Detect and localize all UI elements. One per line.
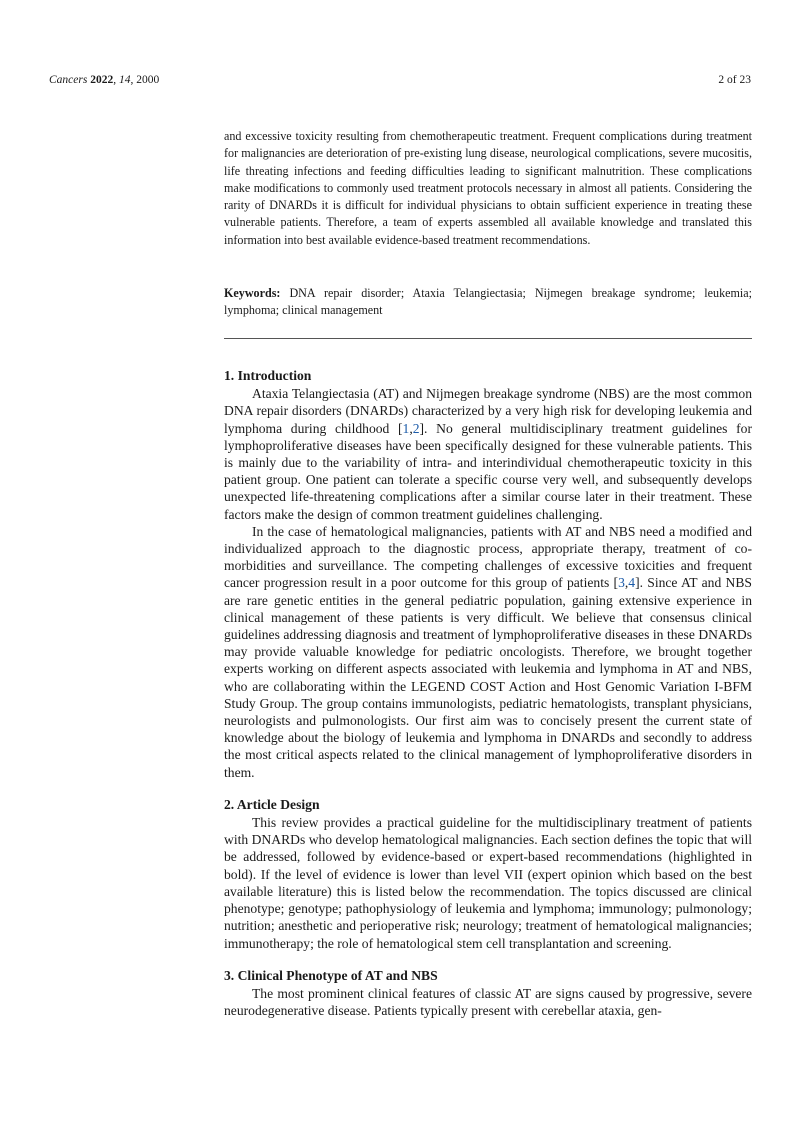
citation-separator: , — [409, 420, 413, 436]
article-number: 2000 — [136, 74, 160, 86]
citation-link[interactable]: 1 — [402, 420, 410, 436]
article-body — [224, 367, 752, 1019]
journal-citation: Cancers 2022, 14, 2000 — [49, 74, 160, 86]
running-header — [49, 74, 751, 90]
keywords-block — [224, 285, 752, 320]
citation-link[interactable]: 2 — [412, 420, 420, 436]
paragraph — [224, 523, 752, 781]
keywords-label: Keywords: — [224, 286, 281, 300]
section-divider — [224, 338, 752, 339]
keywords-text: DNA repair disorder; Ataxia Telangiectasia; Nijmegen breakage syndrome; leukemia; lymphoma; clinical management — [224, 286, 752, 318]
abstract-text: and excessive toxicity resulting from chemotherapeutic treatment. Frequent complications during treatment for malignancies are deterioration of pre-existing lung disease, neurological complications, severe mucositis, life threating infections and feeding difficulties leading to significant malnutrition. These complications make modifications to commonly used treatment protocols necessary in almost all patients. Considering the rarity of DNARDs it is difficult for individual physicians to obtain sufficient experience in treating these vulnerable patients. Therefore, a team of experts assembled all available knowledge and translated this information into best available evidence-based treatment recommendations. — [224, 129, 752, 247]
paragraph: This review provides a practical guideline for the multidisciplinary treatment of patients with DNARDs who develop hematological malignancies. Each section defines the topic that will be addressed, followed by evidence-based or expert-based recommendations (highlighted in bold). If the level of evidence is lower than level VII (expert opinion which based on the best available literature) this is listed below the recommendation. The topics discussed are clinical phenotype; genotype; pathophysiology of leukemia and lymphoma; immunology; pulmonology; nutrition; anesthetic and perioperative risk; neurology; treatment of hematological malignancies; immunotherapy; the role of hematological stem cell transplantation and screening. — [224, 815, 752, 951]
citation-link[interactable]: 3 — [618, 575, 625, 591]
journal-year: 2022 — [90, 74, 114, 86]
paragraph-text: ]. Since AT and NBS are rare genetic entities in the general pediatric population, gaining extensive experience in clinical management of these patients is very difficult. We believe that consensus clinical guidelines addressing diagnosis and treatment of lymphoproliferative diseases in these DNARDs may provide valuable knowledge for pediatric oncologists. Therefore, we brought together experts working on different aspects associated with leukemia and lymphoma in AT and NBS, who are collaborating within the LEGEND COST Action and Host Genomic Variation I-BFM Study Group. The group contains immunologists, pediatric hematologists, transplant physicians, neurologists and pulmonologists. Our first aim was to concisely present the current state of knowledge about the biology of leukemia and lymphoma in DNARDs and secondly to address the most critical aspects related to the clinical management of lymphoproliferative disorders in them. — [224, 575, 752, 780]
citation-link[interactable]: 4 — [628, 575, 636, 591]
section-heading-article-design: 2. Article Design — [224, 796, 320, 812]
citation-separator: , — [624, 575, 629, 591]
journal-volume: 14 — [118, 74, 131, 86]
paragraph-text: Ataxia Telangiectasia (AT) and Nijmegen breakage syndrome (NBS) are the most common DNA repair disorders (DNARDs) characterized by a very high risk for developing leukemia and lymphoma during childhood [ — [224, 386, 752, 436]
abstract-continuation — [224, 128, 752, 249]
section-heading-clinical-phenotype: 3. Clinical Phenotype of AT and NBS — [224, 967, 438, 983]
section-heading-introduction: 1. Introduction — [224, 368, 312, 383]
journal-name: Cancers — [49, 74, 88, 86]
paragraph: The most prominent clinical features of classic AT are signs caused by progressive, severe neurodegenerative disease. Patients typically present with cerebellar ataxia, gen- — [224, 985, 752, 1019]
paragraph-text: In the case of hematological malignancies, patients with AT and NBS need a modified and individualized approach to the diagnostic process, appropriate therapy, treatment of co-morbidities and surveillance. The competing challenges of excessive toxicities and frequent cancer progression result in a poor outcome for this group of patients [ — [224, 523, 752, 591]
paragraph — [224, 385, 752, 523]
page-number: 2 of 23 — [718, 74, 751, 86]
paragraph-text: ]. No general multidisciplinary treatment guidelines for lymphoproliferative diseases have been specifically designed for these vulnerable patients. This is mainly due to the variability of intra- and interindividual chemotherapeutic toxicity in this patient group. One patient can tolerate a specific course very well, and subsequently develops unexpected life-threatening complications after a similar course later in their treatment. These factors make the design of common treatment guidelines challenging. — [224, 420, 752, 522]
